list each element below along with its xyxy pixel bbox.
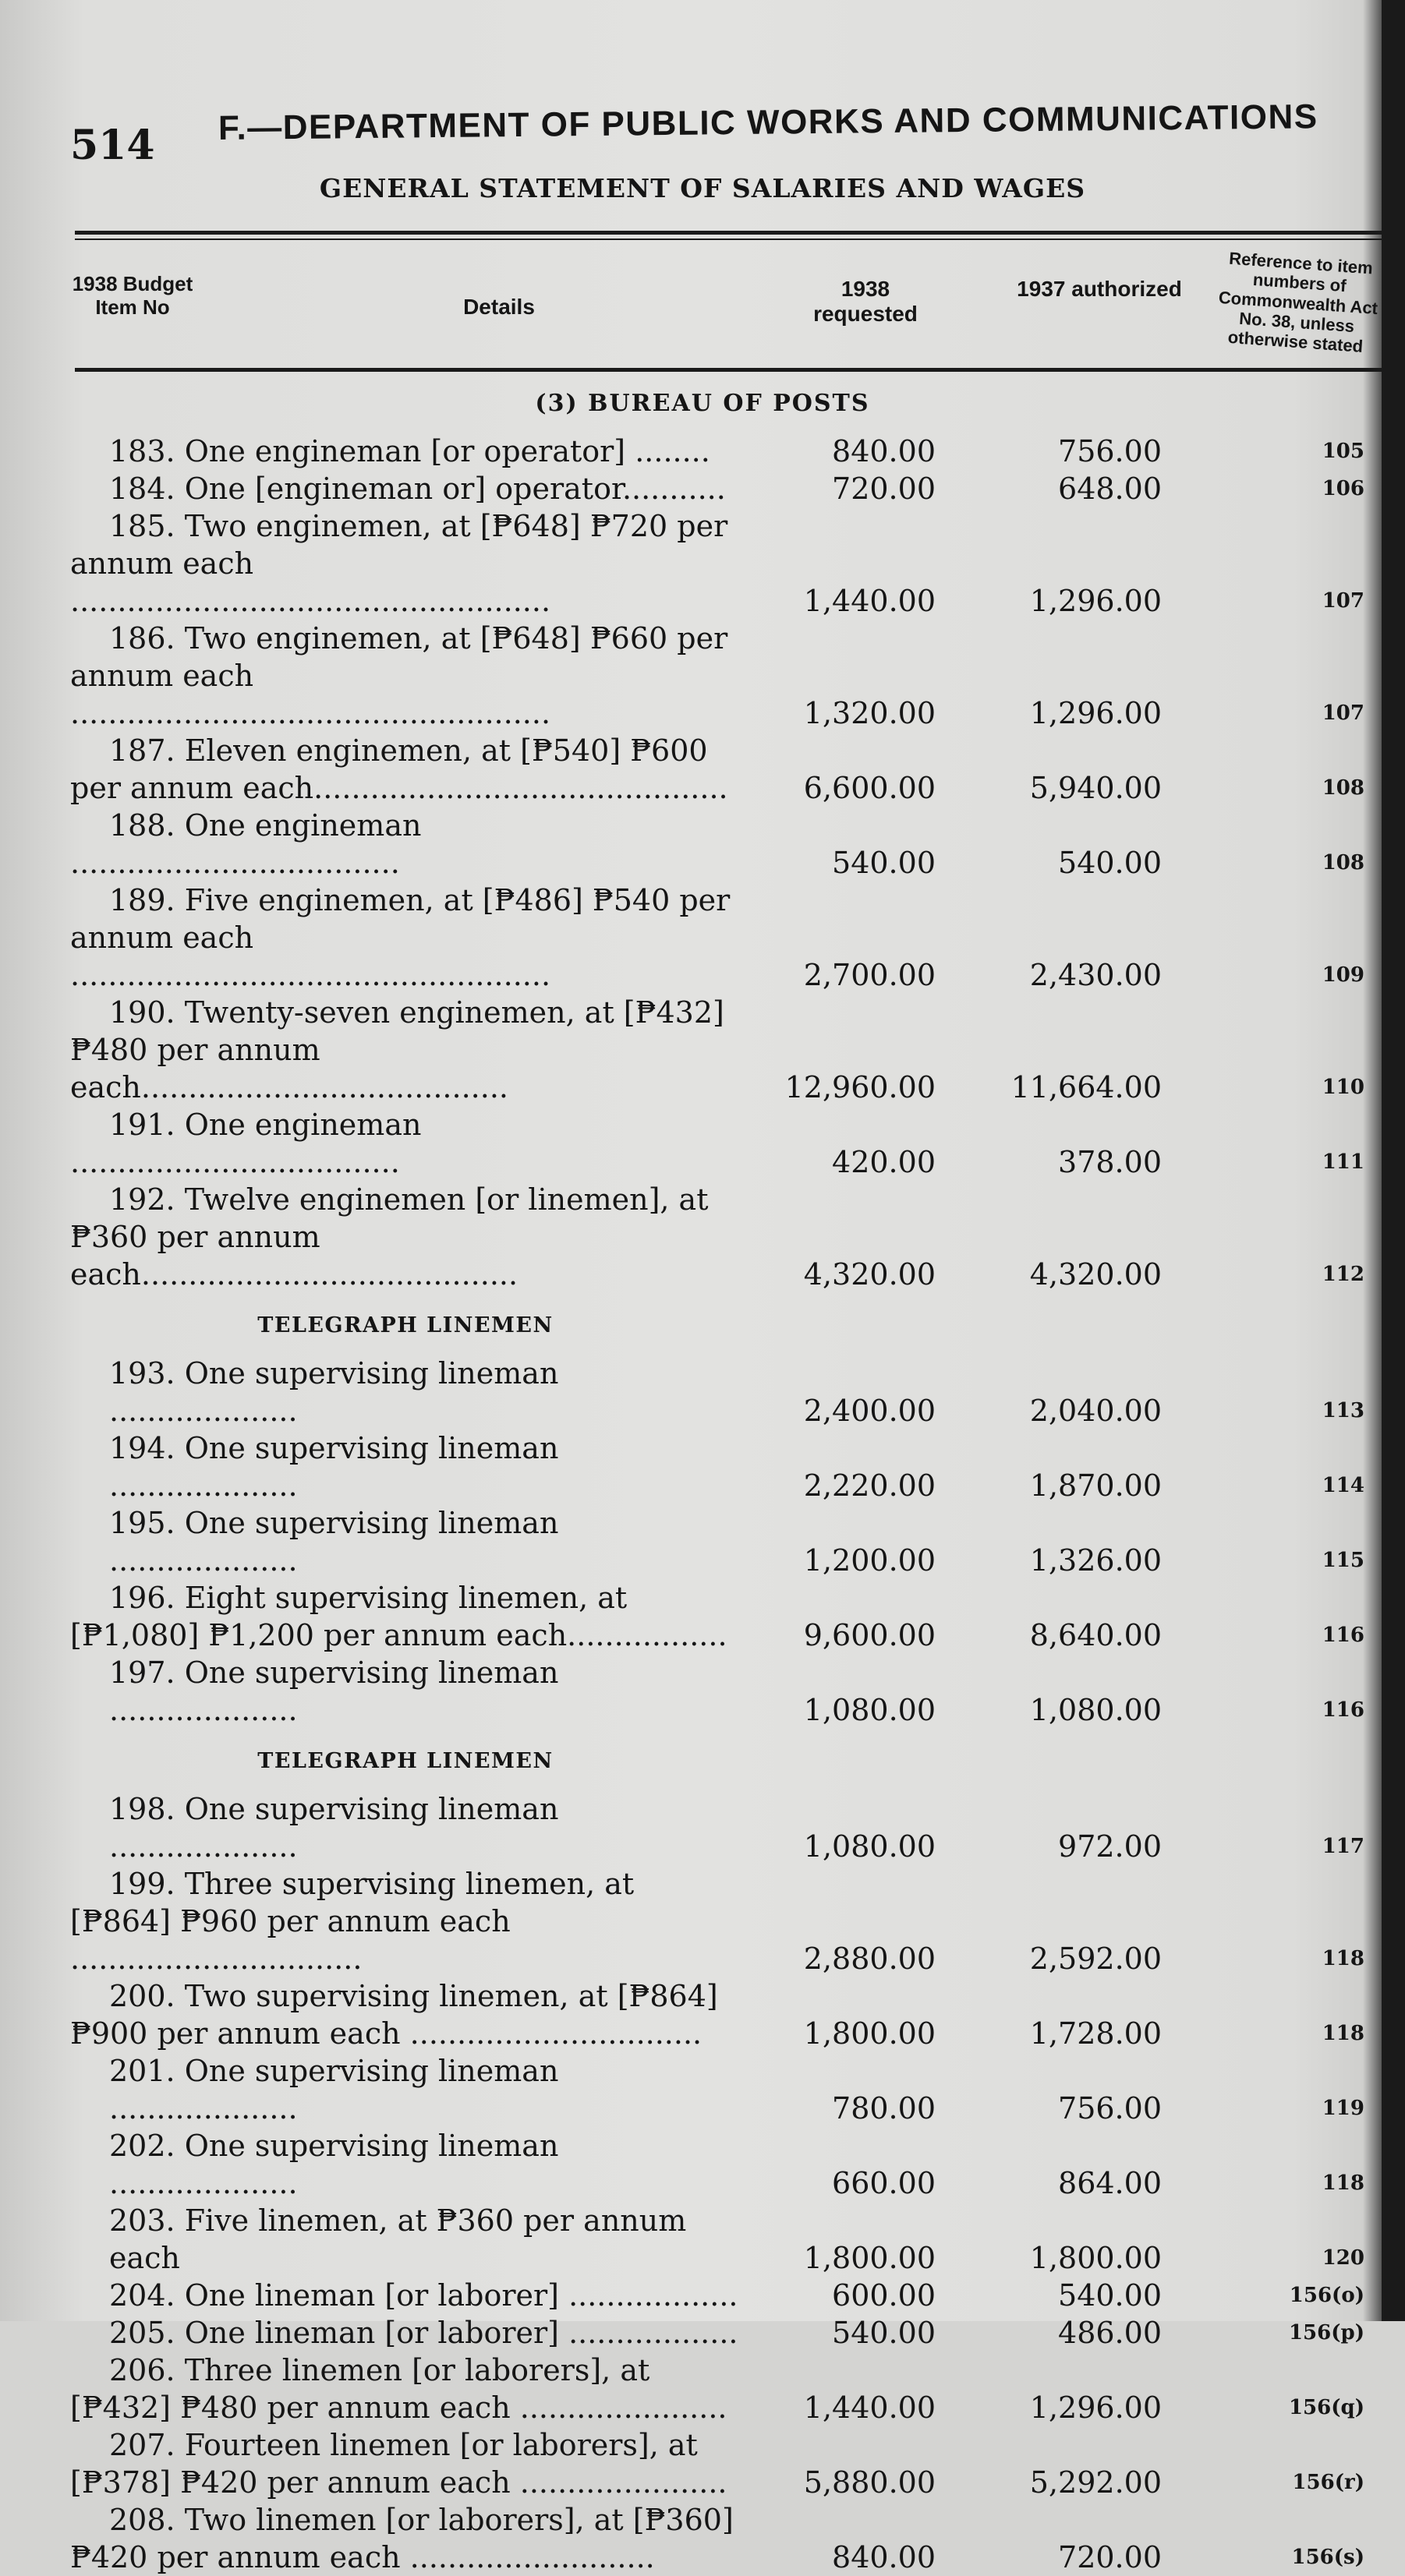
row-reference: 156(s): [1291, 2546, 1364, 2569]
row-requested-amount: 9,600.00: [803, 1618, 936, 1652]
row-reference: 113: [1322, 1399, 1364, 1422]
row-details: 198. One supervising lineman ....................: [109, 1792, 559, 1864]
row-authorized-amount: 1,296.00: [1029, 584, 1162, 618]
row-requested-amount: 1,440.00: [803, 2390, 936, 2425]
row-details: 205. One lineman [or laborer] ..................: [109, 2316, 738, 2350]
row-authorized-amount: 2,592.00: [1029, 1942, 1162, 1976]
row-authorized-amount: 756.00: [1058, 434, 1162, 468]
row-details: 192. Twelve enginemen [or linemen], at ₱360 per annum each........................................: [70, 1182, 709, 1292]
table-row: [70, 2426, 1388, 2501]
row-details: 187. Eleven enginemen, at [₱540] ₱600 per annum each............................................: [70, 733, 728, 805]
row-reference: 110: [1322, 1076, 1364, 1099]
table-row: [70, 2277, 1388, 2314]
statement-title: GENERAL STATEMENT OF SALARIES AND WAGES: [319, 173, 1086, 203]
row-authorized-amount: 1,296.00: [1029, 696, 1162, 730]
column-head-details: Details: [463, 295, 535, 319]
row-requested-amount: 2,880.00: [803, 1942, 936, 1976]
salary-table: [70, 433, 1388, 2576]
row-reference: 107: [1322, 701, 1364, 725]
row-authorized-amount: 11,664.00: [1010, 1070, 1162, 1104]
table-row: [70, 507, 1388, 620]
row-authorized-amount: 1,326.00: [1029, 1543, 1162, 1578]
row-details: 189. Five enginemen, at [₱486] ₱540 per annum each ...................................................: [70, 883, 731, 992]
row-requested-amount: 1,800.00: [803, 2241, 936, 2275]
row-details: 197. One supervising lineman ....................: [109, 1655, 559, 1727]
row-details: 201. One supervising lineman ....................: [109, 2054, 559, 2125]
row-details: 206. Three linemen [or laborers], at [₱432] ₱480 per annum each ......................: [70, 2353, 727, 2425]
row-details: 195. One supervising lineman ....................: [109, 1506, 559, 1578]
table-row: [70, 2352, 1388, 2426]
row-requested-amount: 6,600.00: [803, 771, 936, 805]
table-row: [70, 994, 1388, 1106]
row-reference: 120: [1322, 2246, 1364, 2270]
row-details: 190. Twenty-seven enginemen, at [₱432] ₱480 per annum each.......................................: [70, 995, 724, 1104]
row-details: 183. One engineman [or operator] ........: [109, 434, 710, 468]
row-reference: 156(q): [1288, 2396, 1364, 2419]
table-row: [70, 2501, 1388, 2576]
row-authorized-amount: 5,940.00: [1029, 771, 1162, 805]
table-row: [70, 433, 1388, 470]
table-row: [70, 1429, 1388, 1504]
table-row: [70, 807, 1388, 882]
row-authorized-amount: 540.00: [1058, 846, 1162, 880]
table-row: [70, 1504, 1388, 1579]
row-reference: 117: [1322, 1835, 1364, 1858]
department-title: F.—DEPARTMENT OF PUBLIC WORKS AND COMMUNICATIONS: [218, 97, 1318, 147]
row-authorized-amount: 1,296.00: [1029, 2390, 1162, 2425]
row-details: 191. One engineman ...................................: [70, 1108, 422, 1179]
table-row: [70, 1106, 1388, 1181]
table-row: [70, 1790, 1388, 1865]
row-authorized-amount: 864.00: [1058, 2166, 1162, 2200]
row-reference: 106: [1322, 477, 1364, 500]
row-authorized-amount: 540.00: [1058, 2278, 1162, 2313]
row-details: 185. Two enginemen, at [₱648] ₱720 per annum each ...................................................: [70, 509, 728, 618]
row-authorized-amount: 8,640.00: [1029, 1618, 1162, 1652]
row-reference: 118: [1322, 1947, 1364, 1970]
row-reference: 118: [1322, 2171, 1364, 2195]
row-reference: 105: [1322, 440, 1364, 463]
row-authorized-amount: 972.00: [1058, 1829, 1162, 1864]
row-requested-amount: 2,220.00: [803, 1468, 936, 1503]
row-requested-amount: 5,880.00: [803, 2465, 936, 2500]
row-details: 188. One engineman ...................................: [70, 808, 422, 880]
page-header: [70, 97, 1318, 171]
row-authorized-amount: 1,728.00: [1029, 2016, 1162, 2051]
table-row: [70, 1865, 1388, 1977]
row-details: 184. One [engineman or] operator...........: [109, 472, 726, 506]
row-reference: 114: [1322, 1474, 1364, 1497]
row-details: 203. Five linemen, at ₱360 per annum each: [109, 2203, 687, 2275]
table-row: [70, 732, 1388, 807]
row-requested-amount: 540.00: [832, 846, 936, 880]
row-requested-amount: 1,800.00: [803, 2016, 936, 2051]
row-requested-amount: 540.00: [832, 2316, 936, 2350]
row-details: 199. Three supervising linemen, at [₱864] ₱960 per annum each ...............................: [70, 1867, 635, 1976]
row-requested-amount: 1,080.00: [803, 1693, 936, 1727]
row-authorized-amount: 1,800.00: [1029, 2241, 1162, 2275]
row-reference: 156(r): [1292, 2471, 1364, 2494]
header-rule-bottom: [75, 368, 1382, 372]
row-requested-amount: 840.00: [832, 2540, 936, 2574]
column-head-requested: 1938 requested: [813, 277, 918, 327]
row-reference: 111: [1322, 1150, 1364, 1174]
header-rule-top-thin: [75, 239, 1382, 240]
subheading: TELEGRAPH LINEMEN: [257, 1313, 554, 1337]
row-requested-amount: 780.00: [832, 2091, 936, 2125]
row-requested-amount: 2,700.00: [803, 958, 936, 992]
row-authorized-amount: 1,870.00: [1029, 1468, 1162, 1503]
table-row: [70, 2202, 1388, 2277]
row-reference: 156(o): [1289, 2284, 1364, 2307]
row-details: 202. One supervising lineman ....................: [109, 2129, 559, 2200]
row-authorized-amount: 1,080.00: [1029, 1693, 1162, 1727]
table-row: [70, 1654, 1388, 1729]
row-authorized-amount: 720.00: [1058, 2540, 1162, 2574]
subheading: TELEGRAPH LINEMEN: [257, 1749, 554, 1773]
table-row: [70, 2127, 1388, 2202]
table-row: [70, 620, 1388, 732]
table-row: [70, 470, 1388, 507]
row-requested-amount: 720.00: [832, 472, 936, 506]
column-head-item-no: 1938 Budget Item No: [72, 272, 193, 319]
row-reference: 118: [1322, 2022, 1364, 2045]
row-authorized-amount: 648.00: [1058, 472, 1162, 506]
row-details: 208. Two linemen [or laborers], at [₱360] ₱420 per annum each ..........................: [70, 2503, 734, 2574]
table-row: [70, 882, 1388, 994]
table-row: [70, 1181, 1388, 1293]
column-head-reference: Reference to item numbers of Commonwealth Act No. 38, unless otherwise stated: [1218, 248, 1378, 357]
table-row: [70, 2314, 1388, 2352]
row-details: 196. Eight supervising linemen, at [₱1,080] ₱1,200 per annum each.................: [70, 1581, 727, 1652]
row-reference: 156(p): [1288, 2321, 1364, 2345]
row-reference: 108: [1322, 851, 1364, 875]
row-reference: 108: [1322, 776, 1364, 800]
table-row: [70, 1977, 1388, 2052]
row-reference: 116: [1322, 1624, 1364, 1647]
table-row: [70, 1355, 1388, 1429]
row-details: 200. Two supervising linemen, at [₱864] ₱900 per annum each ...............................: [70, 1979, 718, 2051]
row-reference: 119: [1322, 2097, 1364, 2120]
table-row: [70, 2052, 1388, 2127]
header-rule-top: [75, 231, 1382, 235]
row-authorized-amount: 2,040.00: [1029, 1394, 1162, 1428]
row-requested-amount: 1,200.00: [803, 1543, 936, 1578]
table-row: [70, 1579, 1388, 1654]
row-details: 186. Two enginemen, at [₱648] ₱660 per annum each ...................................................: [70, 621, 728, 730]
row-requested-amount: 840.00: [832, 434, 936, 468]
row-details: 207. Fourteen linemen [or laborers], at [₱378] ₱420 per annum each ......................: [70, 2428, 727, 2500]
row-requested-amount: 4,320.00: [803, 1257, 936, 1292]
row-authorized-amount: 486.00: [1058, 2316, 1162, 2350]
row-reference: 116: [1322, 1698, 1364, 1722]
row-requested-amount: 600.00: [832, 2278, 936, 2313]
column-head-authorized: 1937 authorized: [1017, 277, 1182, 301]
row-details: 194. One supervising lineman ....................: [109, 1431, 559, 1503]
row-requested-amount: 1,080.00: [803, 1829, 936, 1864]
row-authorized-amount: 4,320.00: [1029, 1257, 1162, 1292]
row-reference: 107: [1322, 589, 1364, 613]
row-requested-amount: 2,400.00: [803, 1394, 936, 1428]
row-details: 204. One lineman [or laborer] ..................: [109, 2278, 738, 2313]
row-authorized-amount: 2,430.00: [1029, 958, 1162, 992]
row-requested-amount: 12,960.00: [784, 1070, 936, 1104]
page-number: 514: [70, 122, 155, 169]
row-requested-amount: 420.00: [832, 1145, 936, 1179]
row-authorized-amount: 5,292.00: [1029, 2465, 1162, 2500]
row-requested-amount: 1,440.00: [803, 584, 936, 618]
row-requested-amount: 660.00: [832, 2166, 936, 2200]
row-requested-amount: 1,320.00: [803, 696, 936, 730]
row-reference: 109: [1322, 963, 1364, 987]
row-details: 193. One supervising lineman ....................: [109, 1356, 559, 1428]
row-reference: 115: [1322, 1549, 1364, 1572]
section-title: (3) BUREAU OF POSTS: [535, 390, 870, 417]
row-authorized-amount: 756.00: [1058, 2091, 1162, 2125]
row-authorized-amount: 378.00: [1058, 1145, 1162, 1179]
row-reference: 112: [1322, 1263, 1364, 1286]
